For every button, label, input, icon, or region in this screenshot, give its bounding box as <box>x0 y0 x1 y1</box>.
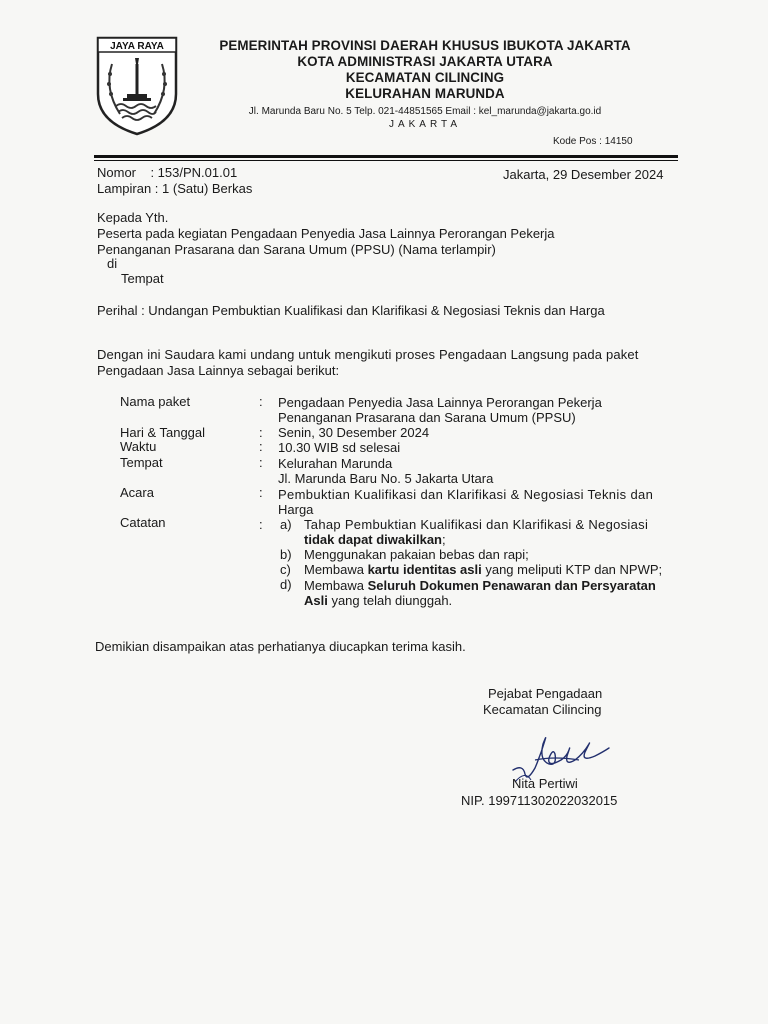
letter-subject: Perihal : Undangan Pembuktian Kualifikasi dan Klarifikasi & Negosiasi Teknis dan Harga <box>97 303 605 318</box>
detail-value-time: 10.30 WIB sd selesai <box>278 440 401 455</box>
attachment-count: Lampiran : 1 (Satu) Berkas <box>97 181 253 196</box>
letterhead-city: JAKARTA <box>388 119 462 130</box>
note-c-bold: kartu identitas asli <box>367 562 482 577</box>
signatory-nip: NIP. 199711302022032015 <box>461 793 618 808</box>
intro-line-2: Pengadaan Jasa Lainnya sebagai berikut: <box>97 363 340 378</box>
detail-value-package-1: Pengadaan Penyedia Jasa Lainnya Perorangan Pekerja <box>278 395 602 410</box>
letterhead-divider-thick <box>94 155 678 158</box>
note-a-marker: a) <box>280 517 292 532</box>
recipient-line-1: Peserta pada kegiatan Pengadaan Penyedia Jasa Lainnya Perorangan Pekerja <box>97 226 555 241</box>
signatory-name: Nita Pertiwi <box>512 776 578 791</box>
note-b-text: Menggunakan pakaian bebas dan rapi; <box>304 547 529 562</box>
note-a-end: ; <box>442 532 446 547</box>
detail-value-event-1: Pembuktian Kualifikasi dan Klarifikasi & Negosiasi Teknis dan <box>278 487 654 502</box>
note-c-marker: c) <box>280 562 291 577</box>
signatory-title-2: Kecamatan Cilincing <box>483 702 602 717</box>
note-d-continuation <box>304 593 452 608</box>
note-d-marker: d) <box>280 577 292 592</box>
detail-value-place-2: Jl. Marunda Baru No. 5 Jakarta Utara <box>278 471 494 486</box>
letterhead-address: Jl. Marunda Baru No. 5 Telp. 021-44851565 Email : kel_marunda@jakarta.go.id <box>248 106 602 117</box>
letterhead <box>190 38 660 131</box>
detail-colon: : <box>259 394 263 409</box>
svg-text:JAYA RAYA: JAYA RAYA <box>110 41 164 52</box>
recipient-salutation: Kepada Yth. <box>97 210 169 225</box>
note-a-text: Tahap Pembuktian Kualifikasi dan Klarifikasi & Negosiasi <box>304 517 649 532</box>
note-d-bold-2: Asli <box>304 593 328 608</box>
note-d-pre: Membawa <box>304 578 368 593</box>
detail-value-place-1: Kelurahan Marunda <box>278 456 393 471</box>
signatory-title-1: Pejabat Pengadaan <box>488 686 603 701</box>
note-d-bold: Seluruh Dokumen Penawaran dan Persyaratan <box>367 578 656 593</box>
detail-label-place: Tempat <box>120 455 163 470</box>
note-a-bold: tidak dapat diwakilkan <box>304 532 442 547</box>
note-d-text <box>304 578 656 593</box>
note-c-text <box>304 562 662 577</box>
detail-colon: : <box>259 439 263 454</box>
letter-date: Jakarta, 29 Desember 2024 <box>503 167 664 182</box>
detail-colon: : <box>259 517 263 532</box>
jakarta-emblem-logo <box>94 34 180 138</box>
detail-colon: : <box>259 485 263 500</box>
note-c-post: yang meliputi KTP dan NPWP; <box>481 562 663 577</box>
intro-line-1: Dengan ini Saudara kami undang untuk mengikuti proses Pengadaan Langsung pada paket <box>97 347 639 362</box>
letterhead-line-3: KECAMATAN CILINCING <box>345 70 505 85</box>
detail-colon: : <box>259 425 263 440</box>
letterhead-divider-thin <box>94 160 678 161</box>
detail-value-date: Senin, 30 Desember 2024 <box>278 425 430 440</box>
note-b-marker: b) <box>280 547 292 562</box>
detail-value-event-2: Harga <box>278 502 314 517</box>
recipient-place: Tempat <box>121 271 164 286</box>
letterhead-line-2: KOTA ADMINISTRASI JAKARTA UTARA <box>297 54 553 69</box>
letterhead-line-4: KELURAHAN MARUNDA <box>345 86 505 101</box>
detail-value-package-2: Penanganan Prasarana dan Sarana Umum (PPSU) <box>278 410 576 425</box>
recipient-di: di <box>107 256 118 271</box>
detail-label-event: Acara <box>120 485 154 500</box>
detail-label-package: Nama paket <box>120 394 191 409</box>
letterhead-line-1: PEMERINTAH PROVINSI DAERAH KHUSUS IBUKOTA JAKARTA <box>219 38 631 53</box>
note-d-post: yang telah diunggah. <box>327 593 453 608</box>
note-a-continuation <box>304 532 446 547</box>
closing-sentence: Demikian disampaikan atas perhatianya diucapkan terima kasih. <box>95 639 466 654</box>
detail-label-notes: Catatan <box>120 515 166 530</box>
recipient-line-2: Penanganan Prasarana dan Sarana Umum (PPSU) (Nama terlampir) <box>97 242 496 257</box>
detail-label-time: Waktu <box>120 439 157 454</box>
letter-number: Nomor : 153/PN.01.01 <box>97 165 238 180</box>
postal-code: Kode Pos : 14150 <box>553 136 633 147</box>
detail-colon: : <box>259 455 263 470</box>
note-c-pre: Membawa <box>304 562 368 577</box>
detail-label-date: Hari & Tanggal <box>120 425 206 440</box>
